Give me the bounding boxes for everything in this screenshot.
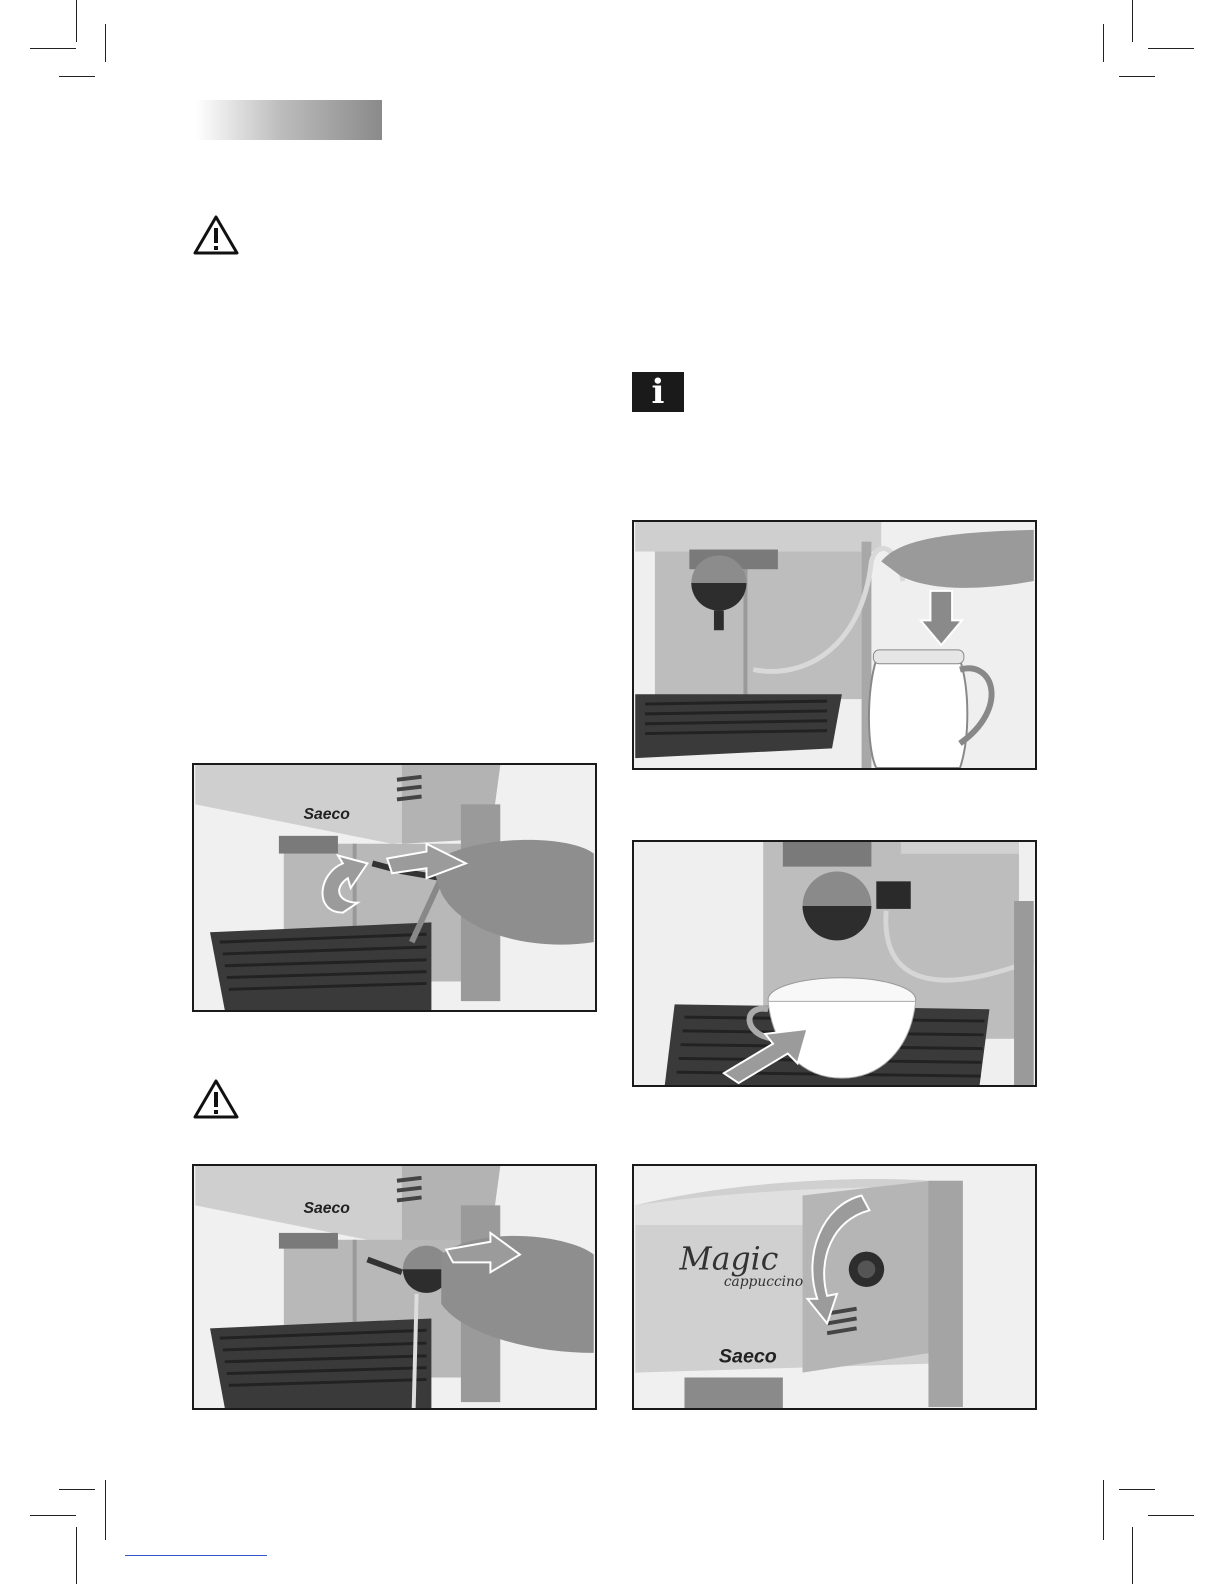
warning-icon — [192, 214, 240, 256]
section-header-bar — [196, 100, 382, 140]
brand-logo: Saeco — [303, 806, 350, 824]
brand-logo: Saeco — [303, 1200, 350, 1218]
figure-frother-attach — [192, 1164, 597, 1410]
info-icon: i — [632, 372, 684, 412]
figure-cup-placement — [632, 840, 1037, 1087]
figure-knob-turn — [632, 1164, 1037, 1410]
cappuccino-logo: cappuccino — [723, 1274, 804, 1291]
figure-milk-pitcher — [632, 520, 1037, 770]
magic-logo: Magic — [679, 1241, 779, 1278]
footer-rule — [125, 1555, 267, 1556]
figure-steam-wand — [192, 763, 597, 1012]
brand-logo: Saeco — [718, 1345, 777, 1368]
warning-icon — [192, 1078, 240, 1120]
